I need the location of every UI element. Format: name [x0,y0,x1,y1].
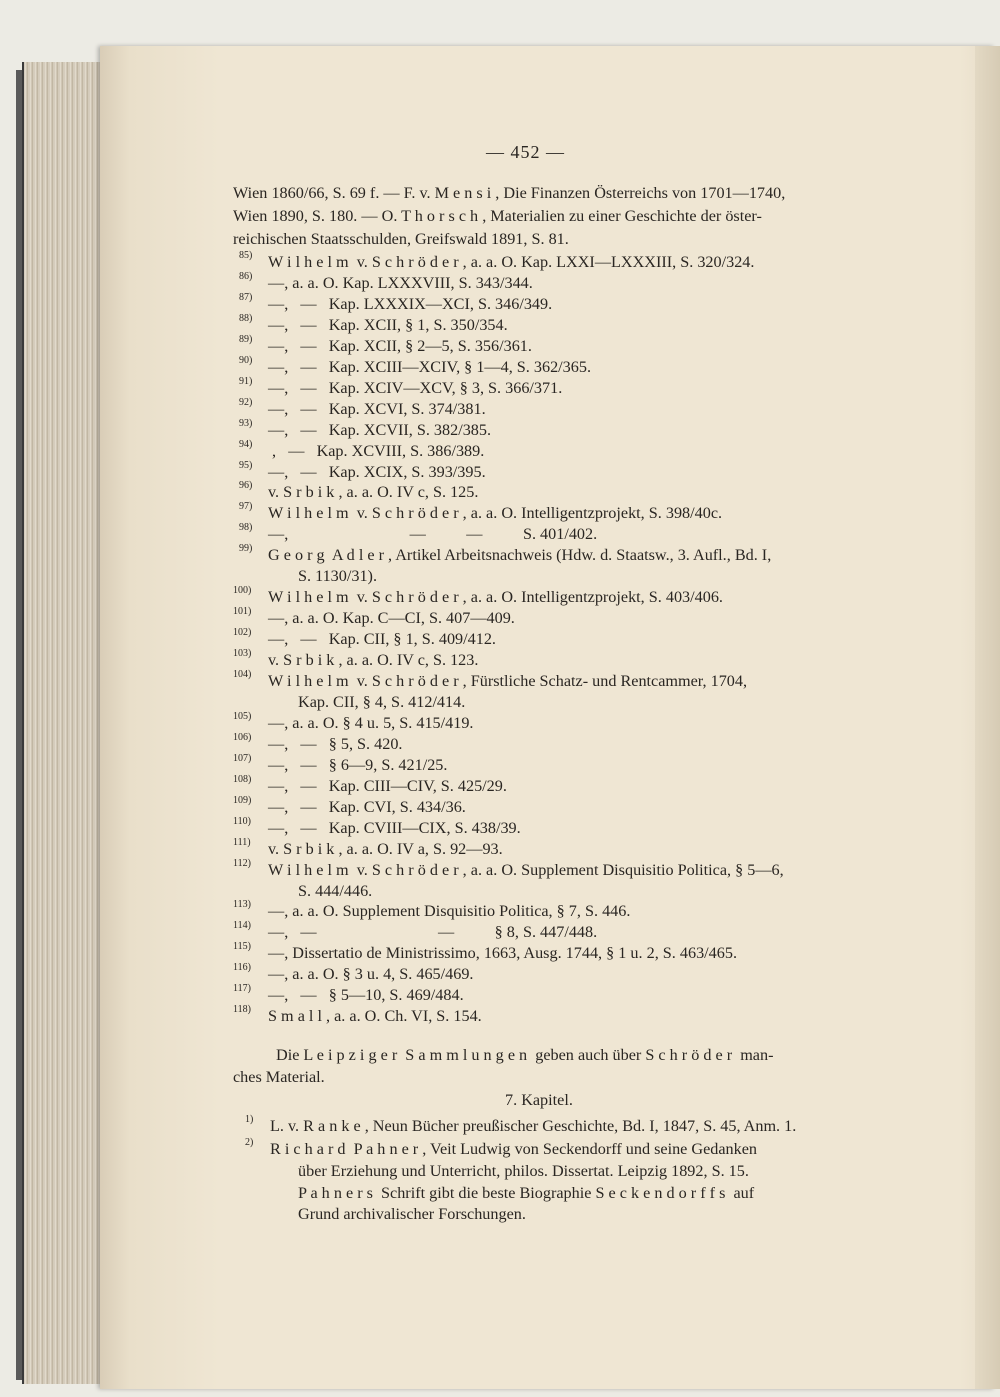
footnote-line: R i c h a r d P a h n e r , Veit Ludwig von Seckendorff und seine Gedanken [270,1140,758,1158]
footnote-number: 115) [233,941,251,953]
footnote-line: W i l h e l m v. S c h r ö d e r , a. a. O. Kap. LXXI—LXXXIII, S. 320/324. [268,253,755,271]
footnote-continuation: P a h n e r s Schrift gibt die beste Biographie S e c k e n d o r f f s auf [298,1184,755,1202]
footnote-number: 109) [233,794,252,806]
footnote-number: 101) [233,606,252,618]
footnote-line: G e o r g A d l e r , Artikel Arbeitsnachweis (Hdw. d. Staatsw., 3. Aufl., Bd. I, [268,546,772,565]
footnote-line: —, — § 5—10, S. 469/484. [268,986,464,1005]
footnote-continuation: S. 444/446. [298,881,373,900]
footnote-number: 110) [233,815,251,827]
footnote-line: —, a. a. O. § 3 u. 4, S. 465/469. [268,965,474,984]
footnote-line: W i l h e l m v. S c h r ö d e r , a. a. O. Intelligentzprojekt, S. 403/406. [268,588,723,607]
chapter-heading: 7. Kapitel. [505,1091,573,1109]
continuation-line: Wien 1860/66, S. 69 f. — F. v. M e n s i , Die Finanzen Österreichs von 1701—1740, [233,184,786,202]
footnote-line: —, a. a. O. Kap. C—CI, S. 407—409. [268,609,515,628]
footnote-continuation: Kap. CII, § 4, S. 412/414. [298,692,466,711]
footnote-line: —, — Kap. CIII—CIV, S. 425/29. [268,776,507,795]
footnote-line: —, — — § 8, S. 447/448. [268,923,598,942]
footnote-number: 85) [239,250,253,261]
footnote-number: 117) [233,983,251,995]
footnote-line: —, — Kap. CVI, S. 434/36. [268,797,466,816]
footnote-number: 99) [239,543,253,555]
footnote-line: —, — Kap. XCVI, S. 374/381. [268,399,486,418]
footnote-line: —, — Kap. XCIX, S. 393/395. [268,462,486,481]
paragraph-line: ches Material. [233,1068,325,1086]
footnote-line: —, — — S. 401/402. [268,525,598,544]
footnote-number: 108) [233,773,252,785]
footnote-number: 105) [233,710,252,722]
footnote-line: v. S r b i k , a. a. O. IV c, S. 123. [268,651,479,670]
footnote-number: 96) [239,480,253,492]
paragraph-line: Die L e i p z i g e r S a m m l u n g e n geben auch über S c h r ö d e r man- [276,1046,774,1064]
footnote-number: 116) [233,962,251,974]
footnote-continuation: S. 1130/31). [298,567,377,586]
footnote-number: 87) [239,291,253,303]
footnote-continuation: über Erziehung und Unterricht, philos. Dissertat. Leipzig 1892, S. 15. [298,1162,749,1180]
footnote-line: W i l h e l m v. S c h r ö d e r , a. a. O. Supplement Disquisitio Politica, § 5—6, [268,860,784,879]
footnote-line: v. S r b i k , a. a. O. IV a, S. 92—93. [268,839,503,858]
footnote-line: —, — Kap. CVIII—CIX, S. 438/39. [268,818,521,837]
footnote-number: 90) [239,354,253,366]
footnote-number: 103) [233,648,252,660]
footnote-number: 86) [239,270,253,282]
footnote-line: —, — Kap. XCIV—XCV, § 3, S. 366/371. [268,378,563,397]
footnote-line: —, a. a. O. Supplement Disquisitio Politica, § 7, S. 446. [268,902,631,921]
footnote-continuation: Grund archivalischer Forschungen. [298,1205,526,1223]
footnote-number: 95) [239,459,253,471]
footnote-number: 98) [239,522,253,534]
footnote-number: 89) [239,333,253,345]
footnote-line: —, — § 5, S. 420. [268,734,403,753]
page-number: — 452 — [486,142,565,162]
footnote-line: —, — § 6—9, S. 421/25. [268,755,448,774]
continuation-line: Wien 1890, S. 180. — O. T h o r s c h , Materialien zu einer Geschichte der öster- [233,207,762,225]
footnote-number: 91) [239,375,253,387]
footnote-line: —, — Kap. XCII, § 1, S. 350/354. [268,315,508,334]
footnote-number: 114) [233,920,251,932]
footnote-line: W i l h e l m v. S c h r ö d e r , Fürstliche Schatz- und Rentcammer, 1704, [268,672,748,690]
footnote-line: —, Dissertatio de Ministrissimo, 1663, Ausg. 1744, § 1 u. 2, S. 463/465. [268,944,738,963]
footnote-line: L. v. R a n k e , Neun Bücher preußischer Geschichte, Bd. I, 1847, S. 45, Anm. 1. [270,1117,797,1135]
footnote-number: 106) [233,731,252,743]
footnote-number: 112) [233,857,251,869]
footnote-line: —, — Kap. CII, § 1, S. 409/412. [268,630,496,649]
footnote-number: 107) [233,752,252,764]
footnote-number: 100) [233,585,252,597]
footnote-line: —, — Kap. XCII, § 2—5, S. 356/361. [268,336,532,355]
footnote-number: 118) [233,1004,251,1016]
footnote-line: W i l h e l m v. S c h r ö d e r , a. a. O. Intelligentzprojekt, S. 398/40c. [268,504,723,523]
footnote-number: 88) [239,312,253,324]
page-fold [975,46,1000,1389]
footnote-line: S m a l l , a. a. O. Ch. VI, S. 154. [268,1007,482,1026]
footnote-line: —, — Kap. LXXXIX—XCI, S. 346/349. [268,294,553,313]
footnote-line: —, — Kap. XCVII, S. 382/385. [268,420,492,439]
footnote-line: —, a. a. O. Kap. LXXXVIII, S. 343/344. [268,273,533,292]
footnote-line: —, — Kap. XCIII—XCIV, § 1—4, S. 362/365. [268,357,591,376]
footnote-number: 113) [233,899,251,911]
footnote-number: 102) [233,627,252,639]
footnote-number: 111) [233,836,251,848]
footnote-number: 1) [245,1114,254,1125]
footnote-number: 93) [239,417,253,429]
footnote-number: 94) [239,438,253,450]
footnote-number: 97) [239,501,253,513]
footnote-line: v. S r b i k , a. a. O. IV c, S. 125. [268,483,479,502]
footnote-number: 92) [239,396,253,408]
footnote-line: —, a. a. O. § 4 u. 5, S. 415/419. [268,713,474,732]
continuation-line: reichischen Staatsschulden, Greifswald 1891, S. 81. [233,230,569,248]
footnote-number: 104) [233,669,252,680]
footnote-number: 2) [245,1137,254,1148]
footnote-line: , — Kap. XCVIII, S. 386/389. [268,441,485,460]
